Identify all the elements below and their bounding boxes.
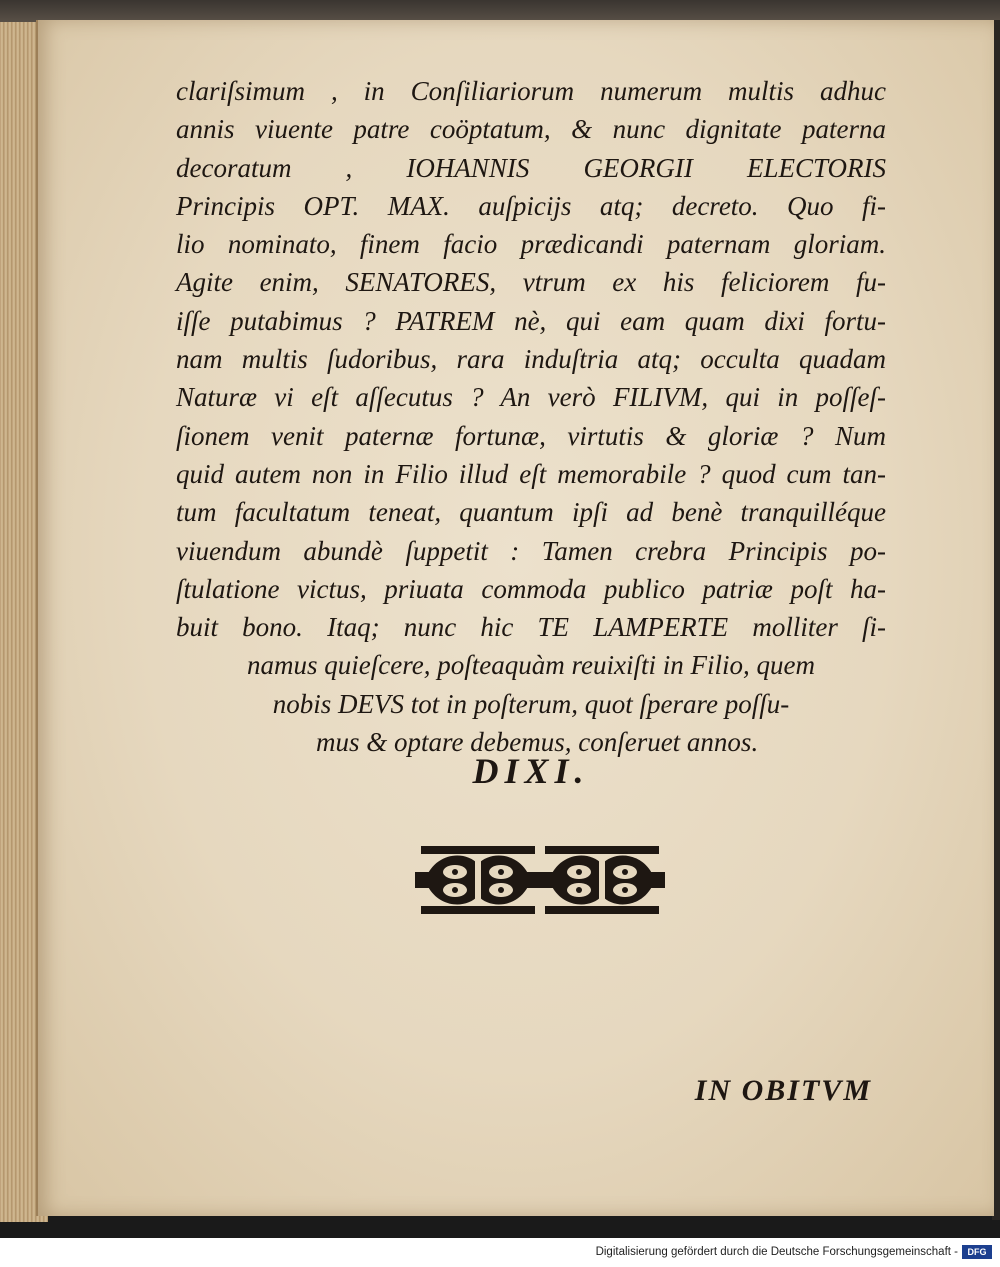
dfg-logo: DFG: [962, 1245, 992, 1259]
text-line: decoratum , IOHANNIS GEORGII ELECTORIS: [176, 152, 886, 183]
funding-notice: Digitalisierung gefördert durch die Deutsche Forschungsgemeinschaft -: [595, 1246, 958, 1258]
text-line: mus & optare debemus, conſeruet annos.: [316, 727, 759, 758]
text-line: lio nominato, finem facio prædicandi paternam gloriam.: [176, 229, 886, 260]
text-line: nam multis ſudoribus, rara induſtria atq; occulta quadam: [176, 344, 886, 375]
text-line: Agite enim, SENATORES, vtrum ex his feliciorem fu-: [176, 267, 886, 298]
closing-word: DIXI.: [472, 751, 590, 791]
printers-ornament: [415, 832, 665, 928]
text-line: namus quieſcere, poſteaquàm reuixiſti in Filio, quem: [247, 650, 815, 681]
footer-bar: [0, 1238, 1000, 1267]
text-line: ſtulatione victus, priuata commoda publico patriæ poſt ha-: [176, 573, 886, 604]
text-line: clariſsimum , in Conſiliariorum numerum multis adhuc: [176, 76, 886, 106]
text-line: buit bono. Itaq; nunc hic TE LAMPERTE molliter ſi-: [176, 612, 886, 643]
text-line: Naturæ vi eſt aſſecutus ? An verò FILIVM, qui in poſſeſ-: [176, 382, 886, 413]
text-line: annis viuente patre coöptatum, & nunc dignitate paterna: [176, 114, 886, 145]
text-line: iſſe putabimus ? PATREM nè, qui eam quam dixi fortu-: [176, 305, 886, 336]
text-line: Principis OPT. MAX. auſpicijs atq; decreto. Quo fi-: [176, 190, 886, 221]
catchword: IN OBITVM: [694, 1074, 872, 1107]
text-line: tum facultatum teneat, quantum ipſi ad benè tranquilléque: [176, 497, 886, 528]
text-line: nobis DEVS tot in poſterum, quot ſperare poſſu-: [272, 688, 790, 719]
text-line: ſionem venit paternæ fortunæ, virtutis & gloriæ ? Num: [176, 420, 886, 451]
text-line: quid autem non in Filio illud eſt memorabile ? quod cum tan-: [176, 458, 886, 489]
text-line: viuendum abundè ſuppetit : Tamen crebra Principis po-: [176, 535, 886, 566]
body-text: [176, 72, 886, 761]
